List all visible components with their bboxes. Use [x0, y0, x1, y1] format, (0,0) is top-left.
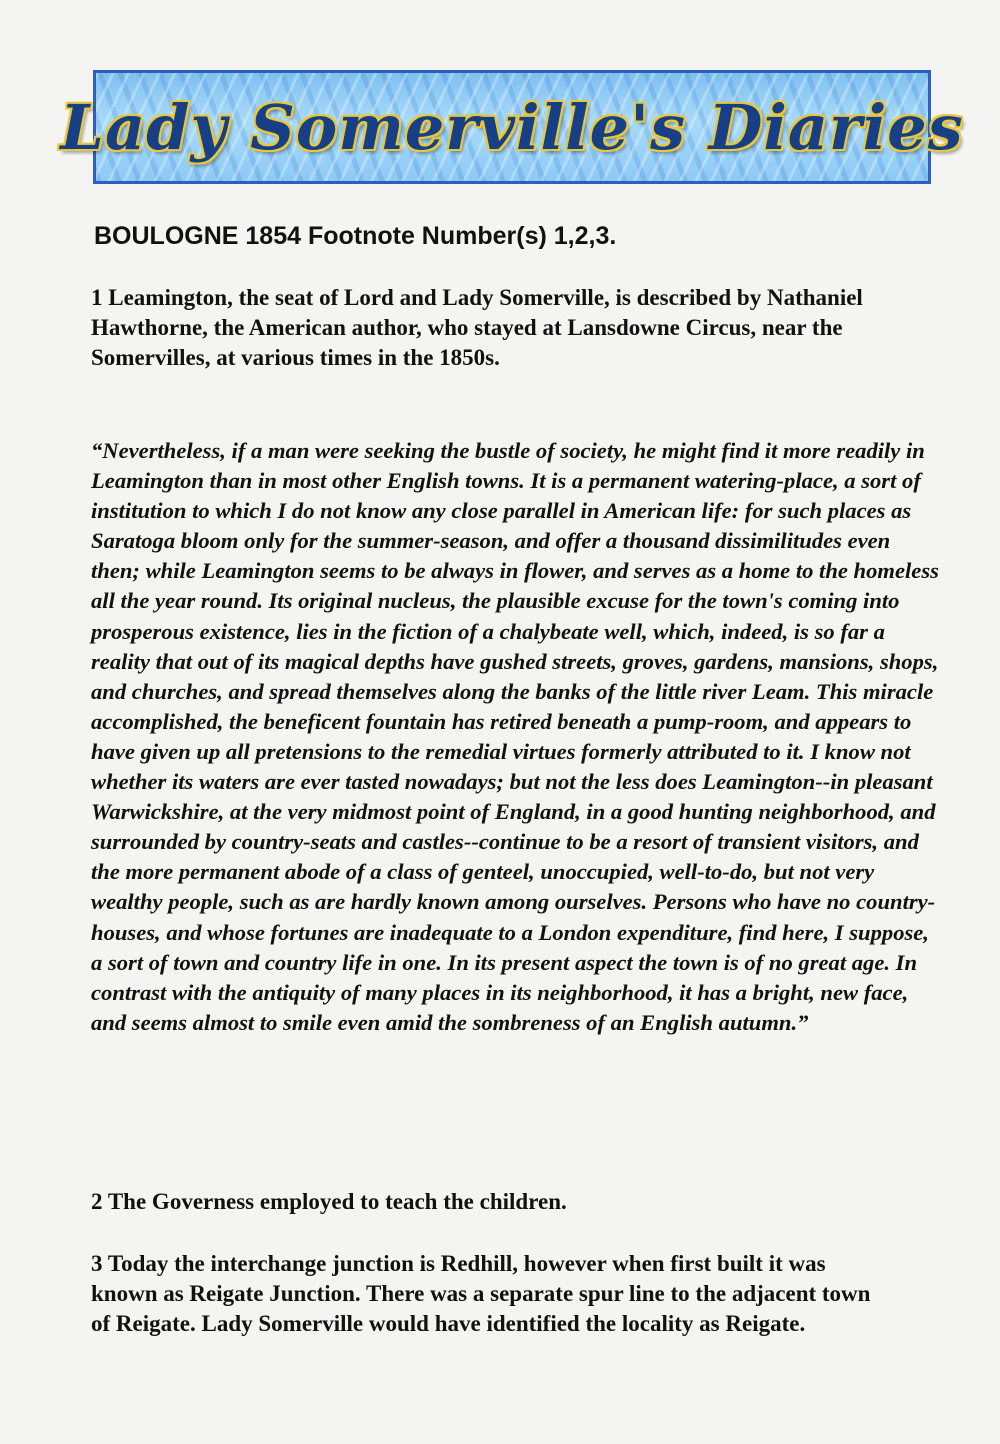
footnote-2: 2 The Governess employed to teach the children. [91, 1189, 567, 1214]
page-heading: BOULOGNE 1854 Footnote Number(s) 1,2,3. [94, 222, 617, 250]
title-banner [60, 70, 964, 184]
banner-title: Lady Somerville's Diaries [60, 90, 964, 164]
hawthorne-quote: “Nevertheless, if a man were seeking the bustle of society, he might find it more readily in Leamington than in most other English towns. It is a permanent watering-place, a sort of institution to which I do not know any close parallel in American life: for such places as Saratoga bloom only for the summer-season, and offer a thousand dissimilitudes even then; while Leamington seems to be always in flower, and serves as a home to the homeless all the year round. Its original nucleus, the plausible excuse for the town's coming into prosperous existence, lies in the fiction of a chalybeate well, which, indeed, is so far a reality that out of its magical depths have gushed streets, groves, gardens, mansions, shops, and churches, and spread themselves along the banks of the little river Leam. This miracle accomplished, the beneficent fountain has retired beneath a pump-room, and appears to have given up all pretensions to the remedial virtues formerly attributed to it. I know not whether its waters are ever tasted nowadays; but not the less does Leamington--in pleasant Warwickshire, at the very midmost point of England, in a good hunting neighborhood, and surrounded by country-seats and castles--continue to be a resort of transient visitors, and the more permanent abode of a class of genteel, unoccupied, well-to-do, but not very wealthy people, such as are hardly known among ourselves. Persons who have no country-houses, and whose fortunes are inadequate to a London expenditure, find here, I suppose, a sort of town and country life in one. In its present aspect the town is of no great age. In contrast with the antiquity of many places in its neighborhood, it has a bright, new face, and seems almost to smile even amid the sombreness of an English autumn.” [91, 438, 939, 1035]
footnote-3: 3 Today the interchange junction is Redhill, however when first built it was known as Reigate Junction. There was a separate spur line to the adjacent town of Reigate. Lady Somerville would have identified the locality as Reigate. [91, 1251, 871, 1336]
footnote-1: 1 Leamington, the seat of Lord and Lady Somerville, is described by Nathaniel Hawthorne, the American author, who stayed at Lansdowne Circus, near the Somervilles, at various times in the 1850s. [91, 285, 863, 370]
